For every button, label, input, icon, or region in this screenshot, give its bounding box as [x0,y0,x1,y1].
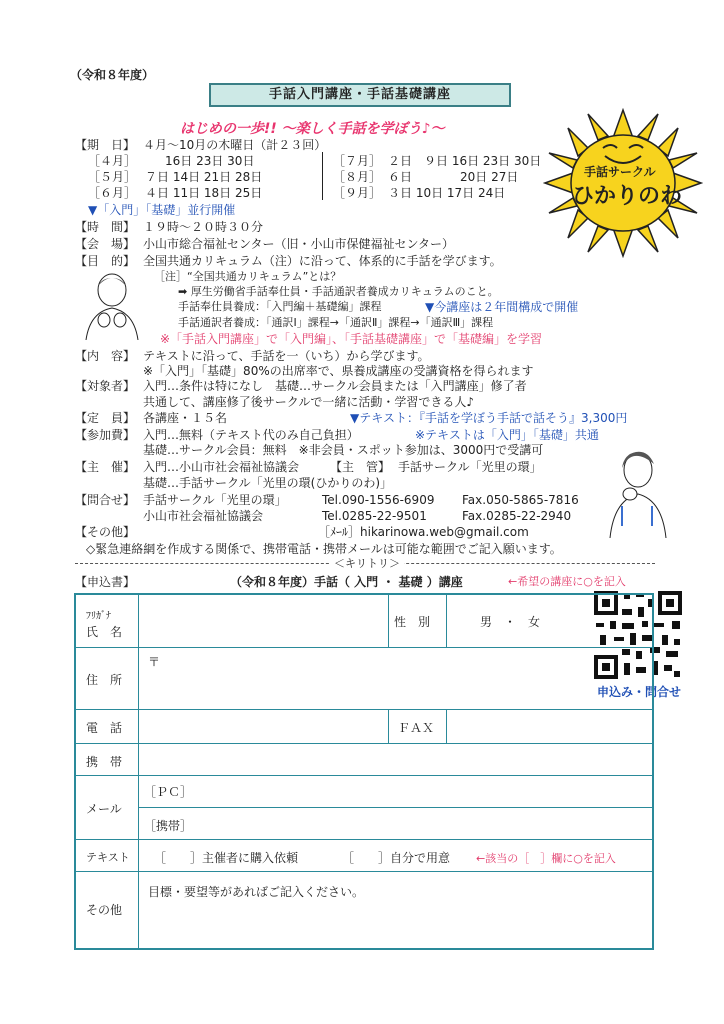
contact-tel2: Tel.0285-22-9501 [322,509,427,523]
name-label: 氏 名 [86,625,123,639]
application-form [74,593,654,950]
curriculum-note-title: ［注］“全国共通カリキュラム”とは？ [154,270,342,283]
fax-field[interactable] [448,711,650,741]
text-option-self[interactable]: ［ ］自分で用意 [342,851,451,865]
gender-label: 性 別 [394,615,431,629]
application-label: 【申込書】 [75,575,136,589]
month-sep: ［９月］ [333,186,382,200]
text-label: テキスト [86,851,130,864]
content-label: 【内 容】 [75,349,136,363]
content-text: テキストに沿って、手話を一（いち）から学びます。 [143,349,430,363]
target-text2: 共通して、講座修了後サークルで一緒に活動・学習できる人♪ [143,395,475,409]
mobile-mail-field[interactable] [196,809,650,837]
content-sub: ※「入門」「基礎」80%の出席率で、県養成講座の受講資格を得られます [143,364,534,378]
signing-woman-illustration-right [600,448,672,538]
time-label: 【時 間】 [75,220,136,234]
phone-label: 電 話 [86,721,123,735]
month-divider [322,152,323,200]
curriculum-line2-note: ▼今講座は２年間構成で開催 [425,300,579,314]
manage-text: 手話サークル「光里の環」 [398,460,542,474]
venue-label: 【会 場】 [75,237,136,251]
catchphrase: はじめの一歩!! ～楽しく手話を学ぼう♪～ [180,121,445,137]
textbook-note: ▼テキスト：『手話を学ぼう手話で話そう』3,300円 [350,411,628,425]
manage-label: 【主 管】 [330,460,391,474]
venue-text: 小山市総合福祉センター（旧・小山市保健福祉センター） [143,237,455,251]
month-apr: ［４月］ [88,154,137,168]
contact-mail[interactable]: ［ﾒｰﾙ］hikarinowa.web@gmail.com [318,525,529,539]
purpose-label: 【目 的】 [75,254,136,268]
fee-label: 【参加費】 [75,428,136,442]
other-text: ◇緊急連絡網を作成する関係で、携帯電話・携帯メールは可能な範囲でご記入願います。 [86,542,562,556]
days-apr: 16日 23日 30日 [165,154,255,168]
signing-woman-illustration [72,272,152,340]
purpose-text: 全国共通カリキュラム（注）に沿って、体系的に手話を学びます。 [143,254,502,268]
month-jun: ［６月］ [88,186,137,200]
postal-mark: 〒 [148,655,161,669]
fee-text1-note: ※テキストは「入門」「基礎」共通 [415,428,599,442]
curriculum-line2: 手話奉仕員養成：「入門編＋基礎編」課程 [178,300,382,313]
month-jul: ［７月］ [333,154,382,168]
month-aug: ［８月］ [333,170,382,184]
application-title: （令和８年度）手話（ 入門 ・ 基礎 ）講座 [230,575,463,589]
host-text2: 基礎…手話サークル「光里の環(ひかりのわ)」 [143,476,393,490]
days-may: ７日 14日 21日 28日 [145,170,263,184]
address-field[interactable] [140,649,650,707]
contact-fax1: Fax.050-5865-7816 [462,493,579,507]
month-may: ［５月］ [88,170,137,184]
other-label: 【その他】 [75,525,136,539]
address-label: 住 所 [86,673,123,687]
other-label-form: その他 [86,903,123,917]
contact-fax2: Fax.0285-22-2940 [462,509,572,523]
period-note: ▼「入門」「基礎」並行開催 [88,203,236,217]
days-aug: ６日 20日 27日 [388,170,519,184]
curriculum-line3: 手話通訳者養成：「通訳Ⅰ」課程→「通訳Ⅱ」課程→「通訳Ⅲ」課程 [178,316,494,329]
logo-line1: 手話サークル [584,165,656,179]
capacity-text: 各講座・１５名 [143,411,228,425]
days-sep: ３日 10日 17日 24日 [388,186,506,200]
fee-text1: 入門…無料（テキスト代のみ自己負担） [143,428,359,442]
contact-org1: 手話サークル「光里の環」 [143,493,287,507]
contact-tel1: Tel.090-1556-6909 [322,493,435,507]
pc-mail-field[interactable] [196,777,650,805]
furigana-label: ﾌﾘｶﾞﾅ [86,611,111,622]
period-label: 【期 日】 [75,138,136,152]
days-jul: ２日 ９日 16日 23日 30日 [388,154,542,168]
cut-label: ＜キリトリ＞ [330,557,404,571]
period-text: ４月～10月の木曜日（計２３回） [143,138,327,152]
curriculum-line1: ➡ 厚生労働省手話奉仕員・手話通訳者養成カリキュラムのこと。 [178,285,499,298]
host-text1: 入門…小山市社会福祉協議会 [143,460,300,474]
page-title: 手話入門講座・手話基礎講座 [209,83,511,107]
qr-caption: 申込み・問合せ [597,685,682,699]
host-label: 【主 催】 [75,460,136,474]
application-hint: ←希望の講座に○を記入 [508,575,626,588]
mobile-mail-label: ［携帯］ [144,819,193,833]
logo-line2: ひかりのわ [572,184,683,209]
mail-label: メール [86,802,122,816]
fax-label: ＦＡＸ [398,721,435,735]
mobile-field[interactable] [140,745,650,773]
time-text: １９時～２０時３０分 [143,220,264,234]
pc-mail-label: ［ＰＣ］ [144,785,193,799]
contact-org2: 小山市社会福祉協議会 [143,509,264,523]
other-field[interactable] [140,899,650,947]
text-option-purchase[interactable]: ［ ］主催者に購入依頼 [154,851,299,865]
sun-logo [543,108,703,258]
target-label: 【対象者】 [75,379,136,393]
contact-label: 【問合せ】 [75,493,136,507]
name-field[interactable] [140,597,386,645]
text-hint: ←該当の［ ］欄に○を記入 [476,852,616,865]
fee-text2: 基礎…サークル会員：無料 ※非会員・スポット参加は、3000円で受講可 [143,443,544,457]
curriculum-line4: ※「手話入門講座」で「入門編」、「手話基礎講座」で「基礎編」を学習 [160,332,543,346]
mobile-label: 携 帯 [86,755,123,769]
days-jun: ４日 11日 18日 25日 [145,186,263,200]
capacity-label: 【定 員】 [75,411,136,425]
year-label: （令和８年度） [70,68,155,82]
phone-field[interactable] [140,711,386,741]
other-instruction: 目標・要望等があればご記入ください。 [148,885,365,899]
gender-options[interactable]: 男 ・ 女 [480,615,541,629]
target-text1: 入門…条件は特になし 基礎…サークル会員または「入門講座」修了者 [143,379,527,393]
